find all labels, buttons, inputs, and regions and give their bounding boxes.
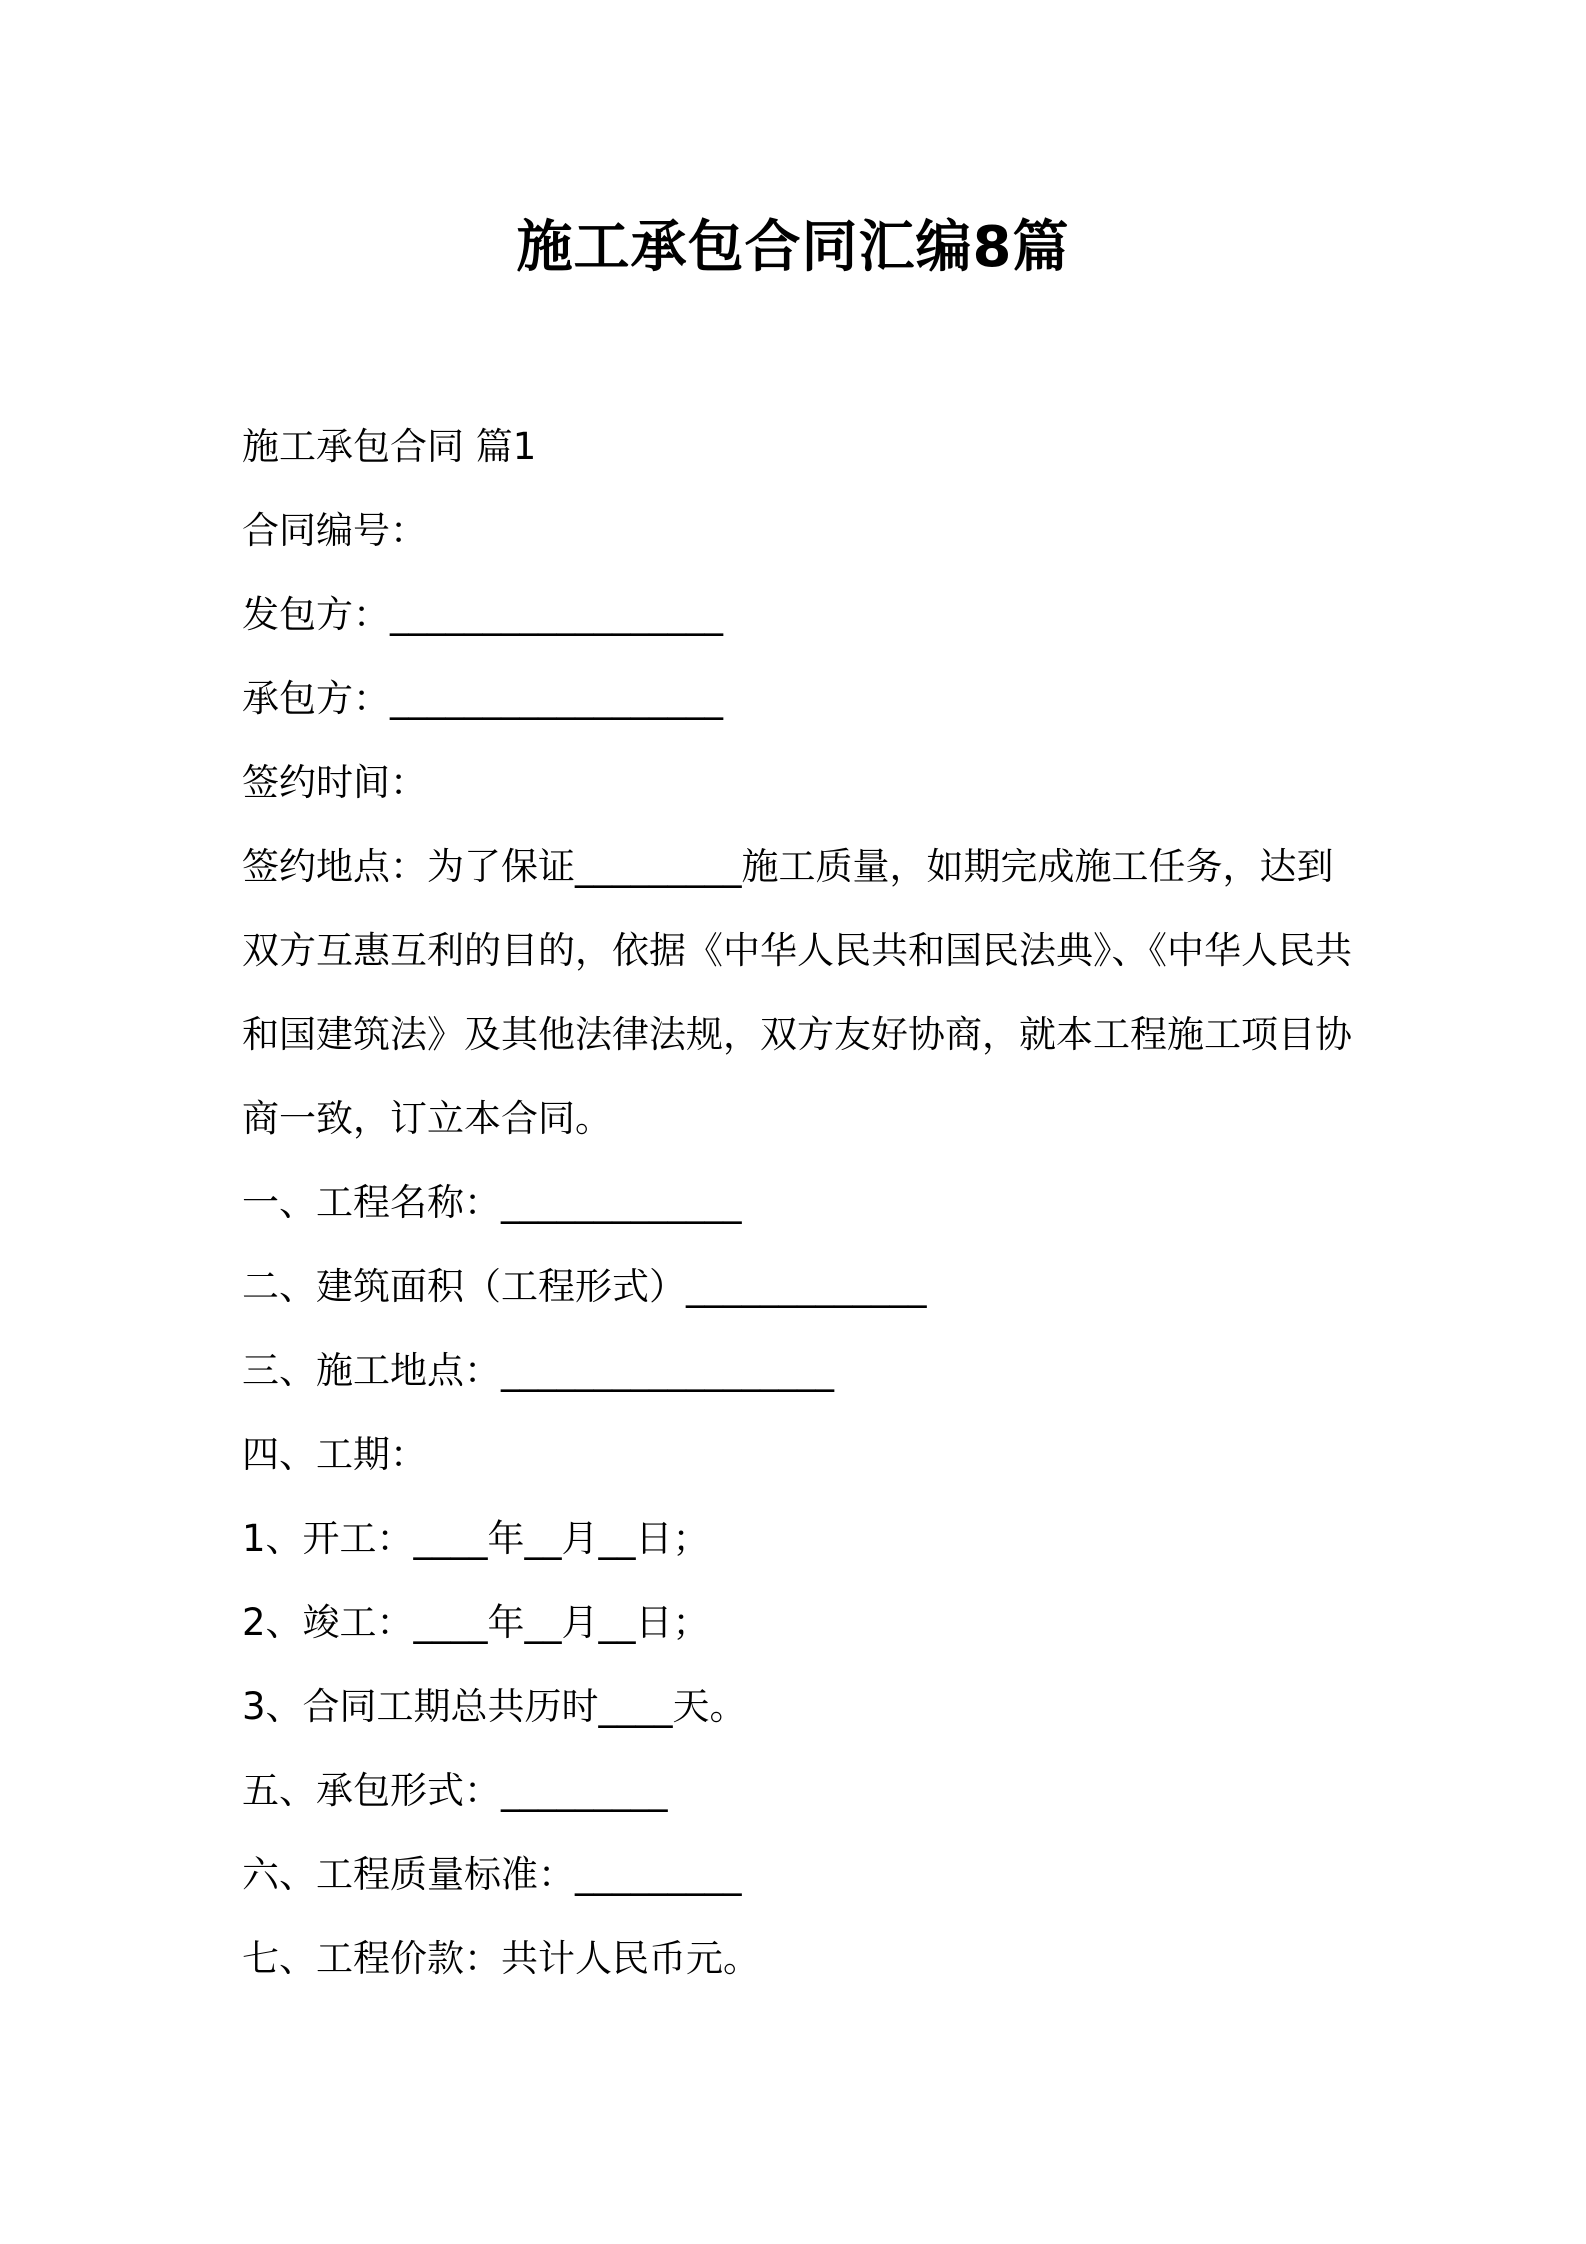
preamble-line-4: 商一致，订立本合同。 bbox=[242, 1097, 612, 1140]
preamble-line-2: 双方互惠互利的目的，依据《中华人民共和国民法典》、《中华人民共 bbox=[242, 929, 1352, 972]
employer-line: 发包方：__________________ bbox=[242, 593, 723, 636]
clause-building-area: 二、建筑面积（工程形式）_____________ bbox=[242, 1265, 927, 1308]
document-title: 施工承包合同汇编8篇 bbox=[516, 215, 1070, 280]
contract-number-line: 合同编号： bbox=[242, 509, 427, 552]
preamble-line-3: 和国建筑法》及其他法律法规，双方友好协商，就本工程施工项目协 bbox=[242, 1013, 1352, 1056]
clause-project-name: 一、工程名称：_____________ bbox=[242, 1181, 742, 1224]
clause-construction-site: 三、施工地点：__________________ bbox=[242, 1349, 834, 1392]
section-heading-contract-1: 施工承包合同 篇1 bbox=[242, 425, 537, 468]
clause-start-date: 1、开工：____年__月__日； bbox=[242, 1517, 710, 1560]
signing-time-line: 签约时间： bbox=[242, 761, 427, 804]
signing-place-line: 签约地点：为了保证_________施工质量，如期完成施工任务，达到 bbox=[242, 845, 1334, 888]
document-body bbox=[242, 405, 1362, 2001]
clause-contract-price: 七、工程价款：共计人民币元。 bbox=[242, 1937, 760, 1980]
clause-contract-form: 五、承包形式：_________ bbox=[242, 1769, 668, 1812]
clause-duration-heading: 四、工期： bbox=[242, 1433, 427, 1476]
clause-completion-date: 2、竣工：____年__月__日； bbox=[242, 1601, 710, 1644]
clause-quality-standard: 六、工程质量标准：_________ bbox=[242, 1853, 742, 1896]
contractor-line: 承包方：__________________ bbox=[242, 677, 723, 720]
clause-total-duration: 3、合同工期总共历时____天。 bbox=[242, 1685, 747, 1728]
